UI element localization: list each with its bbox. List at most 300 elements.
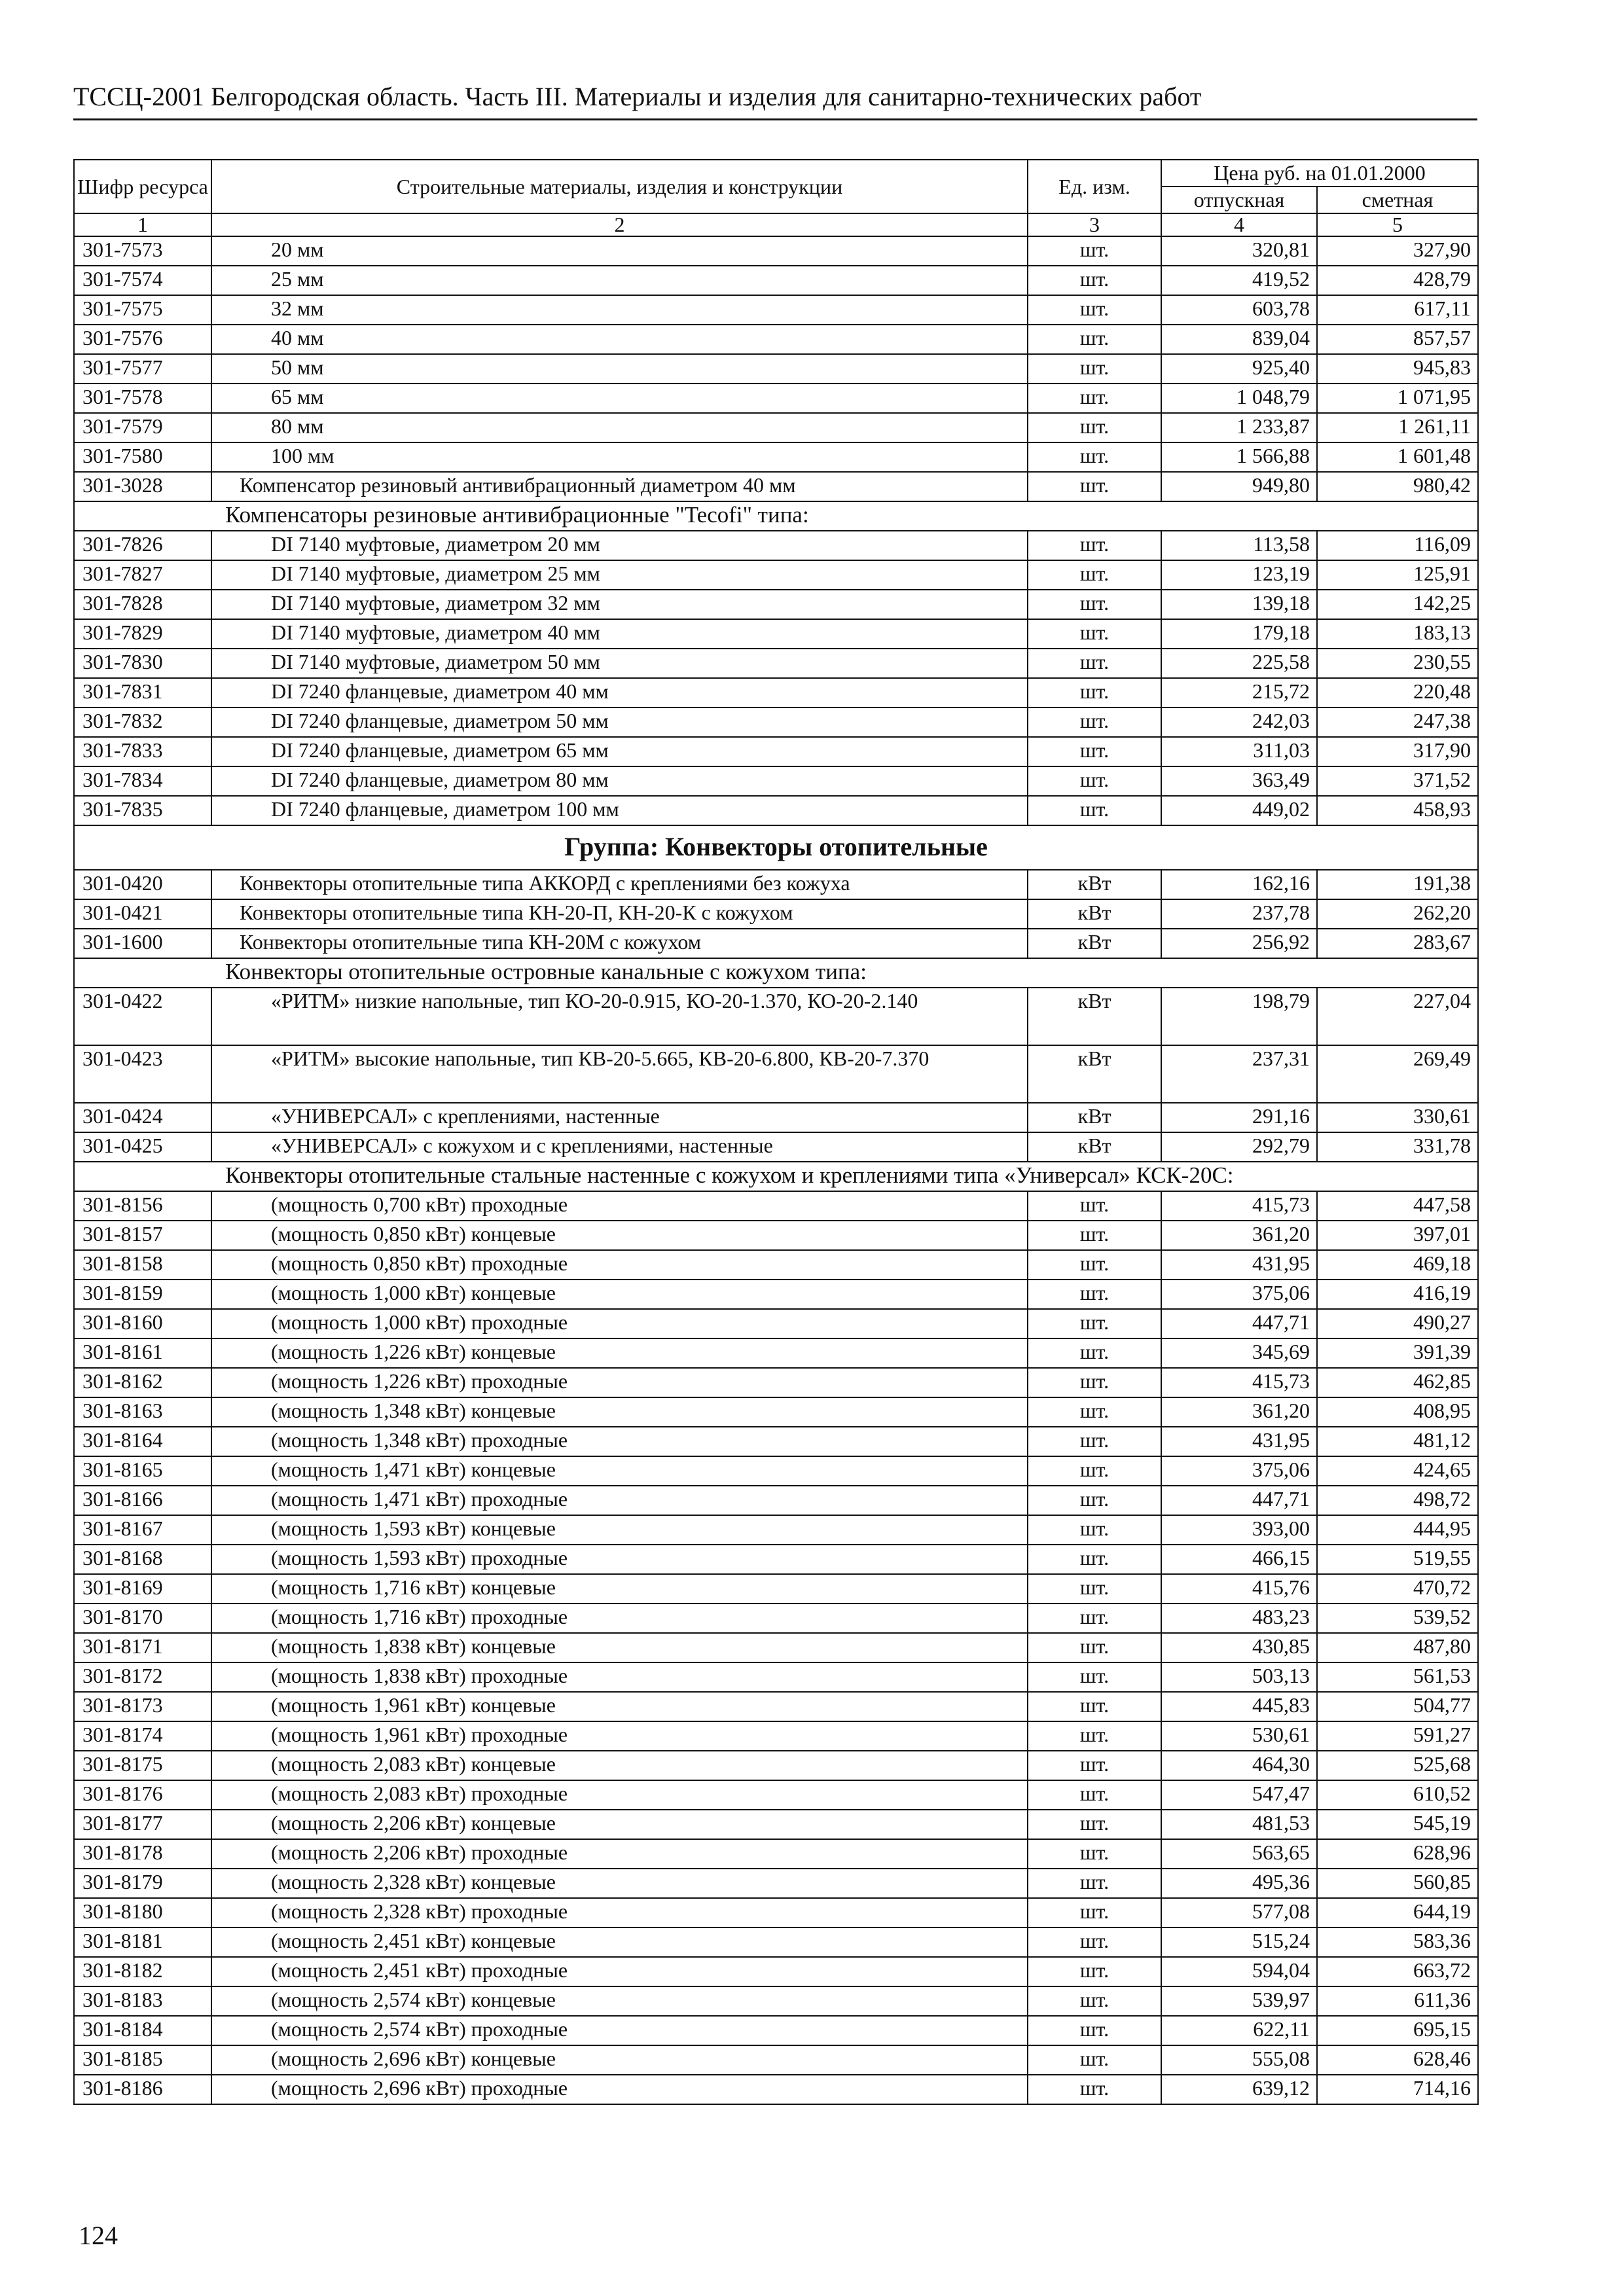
estimate-price: 269,49 bbox=[1317, 1045, 1478, 1103]
unit-of-measure: шт. bbox=[1028, 1604, 1161, 1633]
material-name: 32 мм bbox=[211, 295, 1028, 325]
release-price: 449,02 bbox=[1161, 796, 1317, 825]
material-name: DI 7240 фланцевые, диаметром 80 мм bbox=[211, 766, 1028, 796]
material-name: (мощность 0,850 кВт) концевые bbox=[211, 1221, 1028, 1250]
unit-of-measure: шт. bbox=[1028, 266, 1161, 295]
release-price: 1 566,88 bbox=[1161, 442, 1317, 472]
release-price: 431,95 bbox=[1161, 1427, 1317, 1456]
estimate-price: 283,67 bbox=[1317, 929, 1478, 958]
release-price: 431,95 bbox=[1161, 1250, 1317, 1280]
resource-code: 301-8175 bbox=[74, 1751, 211, 1780]
estimate-price: 539,52 bbox=[1317, 1604, 1478, 1633]
unit-of-measure: шт. bbox=[1028, 708, 1161, 737]
estimate-price: 397,01 bbox=[1317, 1221, 1478, 1250]
release-price: 375,06 bbox=[1161, 1456, 1317, 1486]
estimate-price: 462,85 bbox=[1317, 1368, 1478, 1397]
resource-code: 301-8172 bbox=[74, 1662, 211, 1692]
table-row bbox=[74, 1427, 1478, 1456]
material-name: (мощность 2,574 кВт) концевые bbox=[211, 1986, 1028, 2016]
table-row bbox=[74, 384, 1478, 413]
release-price: 345,69 bbox=[1161, 1338, 1317, 1368]
estimate-price: 487,80 bbox=[1317, 1633, 1478, 1662]
material-name: (мощность 0,850 кВт) проходные bbox=[211, 1250, 1028, 1280]
unit-of-measure: шт. bbox=[1028, 1221, 1161, 1250]
estimate-price: 714,16 bbox=[1317, 2075, 1478, 2104]
table-body bbox=[74, 236, 1478, 2104]
resource-code: 301-7829 bbox=[74, 619, 211, 649]
material-name: (мощность 2,206 кВт) концевые bbox=[211, 1810, 1028, 1839]
unit-of-measure: шт. bbox=[1028, 1898, 1161, 1928]
material-name: (мощность 1,961 кВт) концевые bbox=[211, 1692, 1028, 1721]
release-price: 445,83 bbox=[1161, 1692, 1317, 1721]
resource-code: 301-8183 bbox=[74, 1986, 211, 2016]
material-name: (мощность 1,593 кВт) концевые bbox=[211, 1515, 1028, 1545]
release-price: 577,08 bbox=[1161, 1898, 1317, 1928]
unit-of-measure: шт. bbox=[1028, 354, 1161, 384]
estimate-price: 628,96 bbox=[1317, 1839, 1478, 1869]
table-row bbox=[74, 236, 1478, 266]
table-row bbox=[74, 1869, 1478, 1898]
estimate-price: 561,53 bbox=[1317, 1662, 1478, 1692]
resource-code: 301-7834 bbox=[74, 766, 211, 796]
estimate-price: 444,95 bbox=[1317, 1515, 1478, 1545]
estimate-price: 116,09 bbox=[1317, 531, 1478, 560]
table-row bbox=[74, 649, 1478, 678]
unit-of-measure: шт. bbox=[1028, 1957, 1161, 1986]
estimate-price: 560,85 bbox=[1317, 1869, 1478, 1898]
table-row bbox=[74, 1928, 1478, 1957]
resource-code: 301-8169 bbox=[74, 1574, 211, 1604]
table-row bbox=[74, 1545, 1478, 1574]
table-row bbox=[74, 1368, 1478, 1397]
column-number: 1 bbox=[74, 213, 211, 236]
resource-code: 301-0423 bbox=[74, 1045, 211, 1103]
material-name: Конвекторы отопительные типа КН-20-П, КН-20-К с кожухом bbox=[211, 899, 1028, 929]
unit-of-measure: шт. bbox=[1028, 649, 1161, 678]
col-head-price: Цена руб. на 01.01.2000 bbox=[1161, 160, 1478, 187]
estimate-price: 490,27 bbox=[1317, 1309, 1478, 1338]
material-name: Конвекторы отопительные типа КН-20М с кожухом bbox=[211, 929, 1028, 958]
estimate-price: 644,19 bbox=[1317, 1898, 1478, 1928]
table-row bbox=[74, 1250, 1478, 1280]
release-price: 361,20 bbox=[1161, 1397, 1317, 1427]
unit-of-measure: шт. bbox=[1028, 1338, 1161, 1368]
unit-of-measure: шт. bbox=[1028, 2075, 1161, 2104]
estimate-price: 617,11 bbox=[1317, 295, 1478, 325]
resource-code: 301-8173 bbox=[74, 1692, 211, 1721]
estimate-price: 247,38 bbox=[1317, 708, 1478, 737]
material-name: (мощность 2,451 кВт) проходные bbox=[211, 1957, 1028, 1986]
unit-of-measure: шт. bbox=[1028, 531, 1161, 560]
unit-of-measure: шт. bbox=[1028, 295, 1161, 325]
material-name: (мощность 0,700 кВт) проходные bbox=[211, 1191, 1028, 1221]
material-name: (мощность 2,696 кВт) проходные bbox=[211, 2075, 1028, 2104]
table-row bbox=[74, 1633, 1478, 1662]
table-row bbox=[74, 325, 1478, 354]
estimate-price: 481,12 bbox=[1317, 1427, 1478, 1456]
unit-of-measure: шт. bbox=[1028, 1692, 1161, 1721]
table-row bbox=[74, 1721, 1478, 1751]
release-price: 320,81 bbox=[1161, 236, 1317, 266]
material-name: DI 7240 фланцевые, диаметром 100 мм bbox=[211, 796, 1028, 825]
table-row bbox=[74, 1662, 1478, 1692]
estimate-price: 230,55 bbox=[1317, 649, 1478, 678]
column-number: 2 bbox=[211, 213, 1028, 236]
release-price: 622,11 bbox=[1161, 2016, 1317, 2045]
material-name: «УНИВЕРСАЛ» с креплениями, настенные bbox=[211, 1103, 1028, 1132]
table-row bbox=[74, 1191, 1478, 1221]
unit-of-measure: кВт bbox=[1028, 929, 1161, 958]
resource-code: 301-8159 bbox=[74, 1280, 211, 1309]
release-price: 179,18 bbox=[1161, 619, 1317, 649]
estimate-price: 424,65 bbox=[1317, 1456, 1478, 1486]
resource-code: 301-8165 bbox=[74, 1456, 211, 1486]
release-price: 639,12 bbox=[1161, 2075, 1317, 2104]
resource-code: 301-7827 bbox=[74, 560, 211, 590]
material-name: DI 7140 муфтовые, диаметром 40 мм bbox=[211, 619, 1028, 649]
col-head-name: Строительные материалы, изделия и конструкции bbox=[211, 160, 1028, 213]
resource-code: 301-7575 bbox=[74, 295, 211, 325]
estimate-price: 191,38 bbox=[1317, 870, 1478, 899]
group-row bbox=[74, 825, 1478, 870]
unit-of-measure: шт. bbox=[1028, 1545, 1161, 1574]
subheading-row bbox=[74, 958, 1478, 988]
material-name: 65 мм bbox=[211, 384, 1028, 413]
resource-code: 301-7826 bbox=[74, 531, 211, 560]
estimate-price: 695,15 bbox=[1317, 2016, 1478, 2045]
release-price: 547,47 bbox=[1161, 1780, 1317, 1810]
table-row bbox=[74, 619, 1478, 649]
resource-code: 301-0420 bbox=[74, 870, 211, 899]
table-head bbox=[74, 160, 1478, 236]
unit-of-measure: шт. bbox=[1028, 590, 1161, 619]
unit-of-measure: шт. bbox=[1028, 325, 1161, 354]
material-name: 20 мм bbox=[211, 236, 1028, 266]
resource-code: 301-8160 bbox=[74, 1309, 211, 1338]
estimate-price: 183,13 bbox=[1317, 619, 1478, 649]
release-price: 563,65 bbox=[1161, 1839, 1317, 1869]
resource-code: 301-7580 bbox=[74, 442, 211, 472]
resource-code: 301-8182 bbox=[74, 1957, 211, 1986]
table-row bbox=[74, 2075, 1478, 2104]
unit-of-measure: кВт bbox=[1028, 1132, 1161, 1162]
release-price: 594,04 bbox=[1161, 1957, 1317, 1986]
unit-of-measure: кВт bbox=[1028, 988, 1161, 1045]
column-number: 3 bbox=[1028, 213, 1161, 236]
resource-code: 301-7835 bbox=[74, 796, 211, 825]
table-row bbox=[74, 1574, 1478, 1604]
table-row bbox=[74, 1986, 1478, 2016]
release-price: 139,18 bbox=[1161, 590, 1317, 619]
release-price: 311,03 bbox=[1161, 737, 1317, 766]
material-name: (мощность 1,716 кВт) концевые bbox=[211, 1574, 1028, 1604]
material-name: «РИТМ» высокие напольные, тип КВ-20-5.665, КВ-20-6.800, КВ-20-7.370 bbox=[211, 1045, 1028, 1103]
col-head-estimate-price: сметная bbox=[1317, 187, 1478, 213]
estimate-price: 447,58 bbox=[1317, 1191, 1478, 1221]
release-price: 215,72 bbox=[1161, 678, 1317, 708]
table-row bbox=[74, 2016, 1478, 2045]
resource-code: 301-7577 bbox=[74, 354, 211, 384]
release-price: 949,80 bbox=[1161, 472, 1317, 501]
resource-code: 301-8156 bbox=[74, 1191, 211, 1221]
release-price: 237,31 bbox=[1161, 1045, 1317, 1103]
resource-code: 301-7576 bbox=[74, 325, 211, 354]
resource-code: 301-8184 bbox=[74, 2016, 211, 2045]
col-head-unit: Ед. изм. bbox=[1028, 160, 1161, 213]
resource-code: 301-7828 bbox=[74, 590, 211, 619]
release-price: 483,23 bbox=[1161, 1604, 1317, 1633]
material-name: DI 7140 муфтовые, диаметром 32 мм bbox=[211, 590, 1028, 619]
table-row bbox=[74, 266, 1478, 295]
estimate-price: 663,72 bbox=[1317, 1957, 1478, 1986]
material-name: (мощность 2,083 кВт) концевые bbox=[211, 1751, 1028, 1780]
resource-code: 301-0424 bbox=[74, 1103, 211, 1132]
unit-of-measure: шт. bbox=[1028, 1839, 1161, 1869]
resource-code: 301-7573 bbox=[74, 236, 211, 266]
release-price: 603,78 bbox=[1161, 295, 1317, 325]
table-row bbox=[74, 472, 1478, 501]
estimate-price: 262,20 bbox=[1317, 899, 1478, 929]
resource-code: 301-8170 bbox=[74, 1604, 211, 1633]
material-name: DI 7140 муфтовые, диаметром 50 мм bbox=[211, 649, 1028, 678]
estimate-price: 591,27 bbox=[1317, 1721, 1478, 1751]
estimate-price: 416,19 bbox=[1317, 1280, 1478, 1309]
release-price: 495,36 bbox=[1161, 1869, 1317, 1898]
estimate-price: 470,72 bbox=[1317, 1574, 1478, 1604]
release-price: 1 048,79 bbox=[1161, 384, 1317, 413]
estimate-price: 945,83 bbox=[1317, 354, 1478, 384]
release-price: 225,58 bbox=[1161, 649, 1317, 678]
release-price: 481,53 bbox=[1161, 1810, 1317, 1839]
resource-code: 301-8179 bbox=[74, 1869, 211, 1898]
release-price: 530,61 bbox=[1161, 1721, 1317, 1751]
estimate-price: 525,68 bbox=[1317, 1751, 1478, 1780]
table-row bbox=[74, 1397, 1478, 1427]
col-head-release-price: отпускная bbox=[1161, 187, 1317, 213]
material-name: (мощность 1,348 кВт) проходные bbox=[211, 1427, 1028, 1456]
resource-code: 301-0425 bbox=[74, 1132, 211, 1162]
material-name: «УНИВЕРСАЛ» с кожухом и с креплениями, настенные bbox=[211, 1132, 1028, 1162]
unit-of-measure: шт. bbox=[1028, 1810, 1161, 1839]
release-price: 361,20 bbox=[1161, 1221, 1317, 1250]
unit-of-measure: шт. bbox=[1028, 678, 1161, 708]
resource-code: 301-8158 bbox=[74, 1250, 211, 1280]
table-row bbox=[74, 531, 1478, 560]
resource-code: 301-8180 bbox=[74, 1898, 211, 1928]
material-name: (мощность 1,226 кВт) концевые bbox=[211, 1338, 1028, 1368]
unit-of-measure: шт. bbox=[1028, 560, 1161, 590]
header-rule bbox=[73, 118, 1477, 120]
column-numbers-row bbox=[74, 213, 1478, 236]
table-row bbox=[74, 2045, 1478, 2075]
material-name: DI 7140 муфтовые, диаметром 20 мм bbox=[211, 531, 1028, 560]
resource-code: 301-7579 bbox=[74, 413, 211, 442]
release-price: 555,08 bbox=[1161, 2045, 1317, 2075]
unit-of-measure: кВт bbox=[1028, 899, 1161, 929]
resource-code: 301-8181 bbox=[74, 1928, 211, 1957]
material-name: 80 мм bbox=[211, 413, 1028, 442]
estimate-price: 611,36 bbox=[1317, 1986, 1478, 2016]
table-row bbox=[74, 560, 1478, 590]
estimate-price: 583,36 bbox=[1317, 1928, 1478, 1957]
table-row bbox=[74, 1103, 1478, 1132]
unit-of-measure: шт. bbox=[1028, 1780, 1161, 1810]
unit-of-measure: шт. bbox=[1028, 1427, 1161, 1456]
release-price: 162,16 bbox=[1161, 870, 1317, 899]
table-head-row bbox=[74, 160, 1478, 187]
unit-of-measure: шт. bbox=[1028, 1280, 1161, 1309]
table-row bbox=[74, 766, 1478, 796]
material-name: Конвекторы отопительные типа АККОРД с креплениями без кожуха bbox=[211, 870, 1028, 899]
release-price: 415,73 bbox=[1161, 1191, 1317, 1221]
resource-code: 301-1600 bbox=[74, 929, 211, 958]
table-row bbox=[74, 1692, 1478, 1721]
unit-of-measure: шт. bbox=[1028, 1397, 1161, 1427]
column-number: 4 bbox=[1161, 213, 1317, 236]
unit-of-measure: шт. bbox=[1028, 1986, 1161, 2016]
unit-of-measure: шт. bbox=[1028, 737, 1161, 766]
release-price: 515,24 bbox=[1161, 1928, 1317, 1957]
release-price: 256,92 bbox=[1161, 929, 1317, 958]
estimate-price: 227,04 bbox=[1317, 988, 1478, 1045]
estimate-price: 628,46 bbox=[1317, 2045, 1478, 2075]
release-price: 415,76 bbox=[1161, 1574, 1317, 1604]
resource-code: 301-8185 bbox=[74, 2045, 211, 2075]
material-name: (мощность 2,328 кВт) концевые bbox=[211, 1869, 1028, 1898]
resource-code: 301-8168 bbox=[74, 1545, 211, 1574]
estimate-price: 458,93 bbox=[1317, 796, 1478, 825]
material-name: (мощность 1,471 кВт) проходные bbox=[211, 1486, 1028, 1515]
material-name: (мощность 1,000 кВт) концевые bbox=[211, 1280, 1028, 1309]
release-price: 237,78 bbox=[1161, 899, 1317, 929]
subheading: Конвекторы отопительные островные канальные с кожухом типа: bbox=[74, 958, 1478, 988]
estimate-price: 545,19 bbox=[1317, 1810, 1478, 1839]
material-name: (мощность 1,838 кВт) проходные bbox=[211, 1662, 1028, 1692]
unit-of-measure: шт. bbox=[1028, 1250, 1161, 1280]
page-number: 124 bbox=[79, 2221, 118, 2250]
table-row bbox=[74, 870, 1478, 899]
release-price: 539,97 bbox=[1161, 1986, 1317, 2016]
release-price: 447,71 bbox=[1161, 1486, 1317, 1515]
material-name: (мощность 1,471 кВт) концевые bbox=[211, 1456, 1028, 1486]
material-name: (мощность 1,348 кВт) концевые bbox=[211, 1397, 1028, 1427]
table-row bbox=[74, 678, 1478, 708]
unit-of-measure: шт. bbox=[1028, 1721, 1161, 1751]
unit-of-measure: шт. bbox=[1028, 1869, 1161, 1898]
material-name: 50 мм bbox=[211, 354, 1028, 384]
unit-of-measure: шт. bbox=[1028, 2045, 1161, 2075]
material-name: (мощность 1,961 кВт) проходные bbox=[211, 1721, 1028, 1751]
table-row bbox=[74, 1515, 1478, 1545]
unit-of-measure: шт. bbox=[1028, 1456, 1161, 1486]
release-price: 1 233,87 bbox=[1161, 413, 1317, 442]
table-row bbox=[74, 1898, 1478, 1928]
estimate-price: 1 601,48 bbox=[1317, 442, 1478, 472]
resource-code: 301-8178 bbox=[74, 1839, 211, 1869]
resource-code: 301-0422 bbox=[74, 988, 211, 1045]
material-name: (мощность 1,226 кВт) проходные bbox=[211, 1368, 1028, 1397]
resource-code: 301-8166 bbox=[74, 1486, 211, 1515]
column-number: 5 bbox=[1317, 213, 1478, 236]
table-row bbox=[74, 1751, 1478, 1780]
table-row bbox=[74, 708, 1478, 737]
estimate-price: 504,77 bbox=[1317, 1692, 1478, 1721]
estimate-price: 519,55 bbox=[1317, 1545, 1478, 1574]
resource-code: 301-7832 bbox=[74, 708, 211, 737]
material-name: 40 мм bbox=[211, 325, 1028, 354]
material-name: (мощность 2,083 кВт) проходные bbox=[211, 1780, 1028, 1810]
material-name: (мощность 1,716 кВт) проходные bbox=[211, 1604, 1028, 1633]
resource-code: 301-8186 bbox=[74, 2075, 211, 2104]
unit-of-measure: шт. bbox=[1028, 384, 1161, 413]
estimate-price: 391,39 bbox=[1317, 1338, 1478, 1368]
unit-of-measure: шт. bbox=[1028, 1574, 1161, 1604]
resource-code: 301-7833 bbox=[74, 737, 211, 766]
resource-code: 301-7574 bbox=[74, 266, 211, 295]
release-price: 363,49 bbox=[1161, 766, 1317, 796]
estimate-price: 331,78 bbox=[1317, 1132, 1478, 1162]
material-name: (мощность 1,000 кВт) проходные bbox=[211, 1309, 1028, 1338]
estimate-price: 857,57 bbox=[1317, 325, 1478, 354]
release-price: 393,00 bbox=[1161, 1515, 1317, 1545]
unit-of-measure: шт. bbox=[1028, 442, 1161, 472]
estimate-price: 498,72 bbox=[1317, 1486, 1478, 1515]
release-price: 839,04 bbox=[1161, 325, 1317, 354]
material-name: DI 7240 фланцевые, диаметром 65 мм bbox=[211, 737, 1028, 766]
release-price: 291,16 bbox=[1161, 1103, 1317, 1132]
unit-of-measure: кВт bbox=[1028, 1045, 1161, 1103]
resource-code: 301-8164 bbox=[74, 1427, 211, 1456]
estimate-price: 1 071,95 bbox=[1317, 384, 1478, 413]
estimate-price: 469,18 bbox=[1317, 1250, 1478, 1280]
estimate-price: 317,90 bbox=[1317, 737, 1478, 766]
unit-of-measure: шт. bbox=[1028, 796, 1161, 825]
table-row bbox=[74, 988, 1478, 1045]
resource-code: 301-7578 bbox=[74, 384, 211, 413]
estimate-price: 125,91 bbox=[1317, 560, 1478, 590]
release-price: 123,19 bbox=[1161, 560, 1317, 590]
resource-code: 301-8176 bbox=[74, 1780, 211, 1810]
estimate-price: 428,79 bbox=[1317, 266, 1478, 295]
unit-of-measure: кВт bbox=[1028, 870, 1161, 899]
table-row bbox=[74, 1132, 1478, 1162]
unit-of-measure: шт. bbox=[1028, 1486, 1161, 1515]
table-row bbox=[74, 1604, 1478, 1633]
material-name: (мощность 2,206 кВт) проходные bbox=[211, 1839, 1028, 1869]
material-name: (мощность 2,696 кВт) концевые bbox=[211, 2045, 1028, 2075]
material-name: 25 мм bbox=[211, 266, 1028, 295]
estimate-price: 327,90 bbox=[1317, 236, 1478, 266]
table-row bbox=[74, 899, 1478, 929]
unit-of-measure: шт. bbox=[1028, 1751, 1161, 1780]
resource-code: 301-7831 bbox=[74, 678, 211, 708]
table-row bbox=[74, 590, 1478, 619]
estimate-price: 142,25 bbox=[1317, 590, 1478, 619]
table-row bbox=[74, 1338, 1478, 1368]
table-row bbox=[74, 1780, 1478, 1810]
unit-of-measure: шт. bbox=[1028, 472, 1161, 501]
unit-of-measure: шт. bbox=[1028, 236, 1161, 266]
unit-of-measure: шт. bbox=[1028, 1191, 1161, 1221]
material-name: «РИТМ» низкие напольные, тип КО-20-0.915, КО-20-1.370, КО-20-2.140 bbox=[211, 988, 1028, 1045]
resource-code: 301-8157 bbox=[74, 1221, 211, 1250]
table-row bbox=[74, 1221, 1478, 1250]
unit-of-measure: шт. bbox=[1028, 1368, 1161, 1397]
page-header-title: ТССЦ-2001 Белгородская область. Часть III. Материалы и изделия для санитарно-технических работ bbox=[73, 82, 1202, 111]
release-price: 198,79 bbox=[1161, 988, 1317, 1045]
unit-of-measure: кВт bbox=[1028, 1103, 1161, 1132]
unit-of-measure: шт. bbox=[1028, 1633, 1161, 1662]
